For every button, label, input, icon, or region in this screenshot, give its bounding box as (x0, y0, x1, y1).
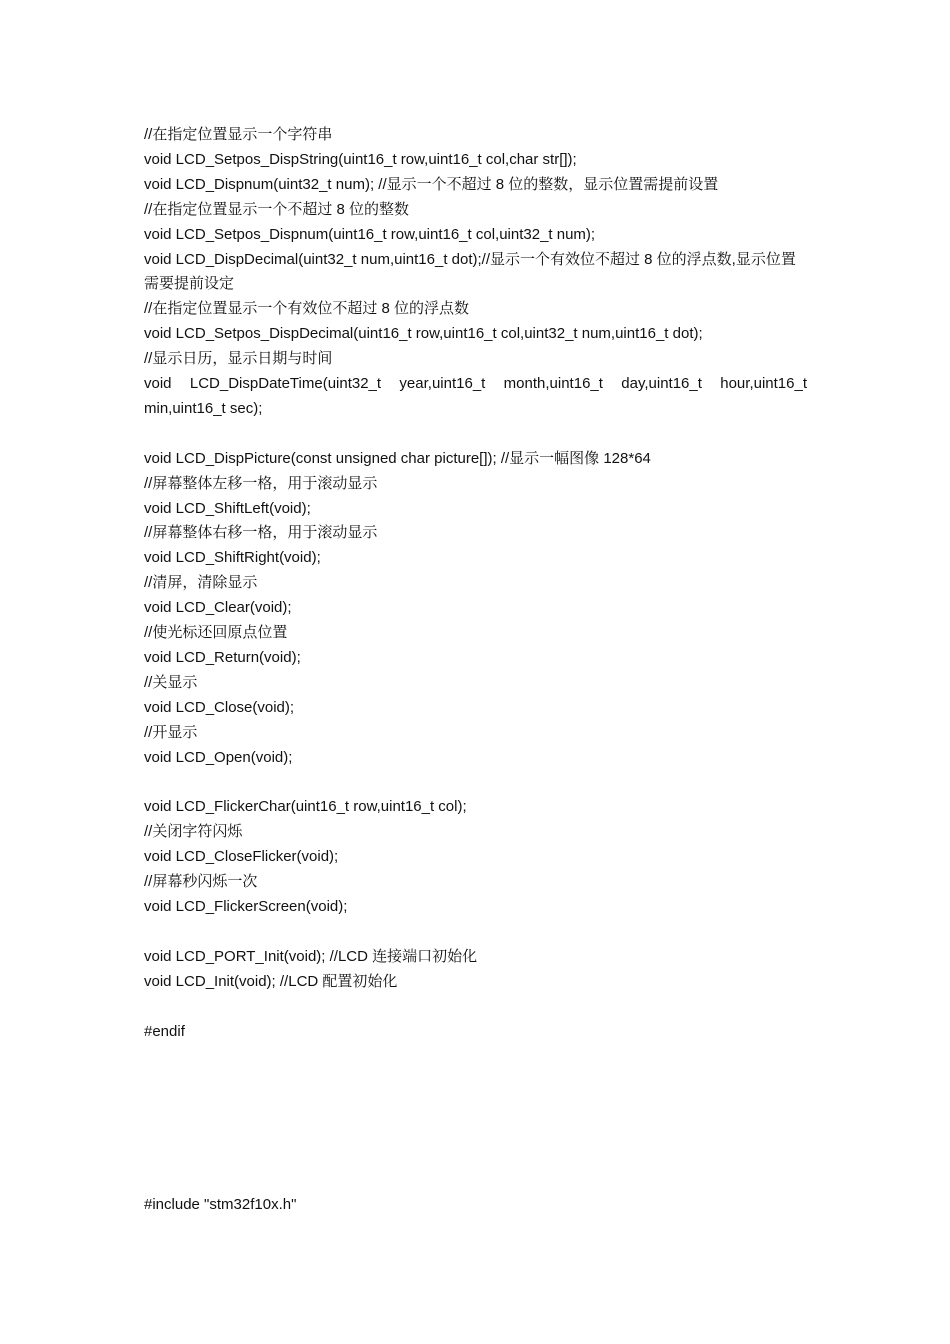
comment-line: //在指定位置显示一个不超过 8 位的整数 (144, 200, 410, 218)
code-line: void LCD_FlickerChar(uint16_t row,uint16_t col); (144, 798, 467, 816)
blank-line (144, 920, 807, 945)
code-line: void LCD_Dispnum(uint32_t num); //显示一个不超过 8 位的整数，显示位置需提前设置 (144, 175, 719, 193)
comment-line: //屏幕整体右移一格，用于滚动显示 (144, 524, 378, 542)
code-line: void LCD_ShiftRight(void); (144, 549, 321, 567)
comment-line: //在指定位置显示一个字符串 (144, 126, 333, 143)
comment-line: //清屏，清除显示 (144, 574, 258, 592)
code-line: void LCD_Return(void); (144, 649, 301, 667)
code-line: void LCD_DispPicture(const unsigned char picture[]); //显示一幅图像 128*64 (144, 449, 651, 467)
code-line: void LCD_DispDecimal(uint32_t num,uint16_t dot);//显示一个有效位不超过 8 位的浮点数,显示位置需要提前设定 (144, 250, 796, 293)
blank-line (144, 995, 807, 1020)
comment-line: //在指定位置显示一个有效位不超过 8 位的浮点数 (144, 300, 470, 318)
comment-line: //关闭字符闪烁 (144, 823, 243, 841)
code-line: void LCD_Setpos_DispDecimal(uint16_t row,uint16_t col,uint32_t num,uint16_t dot); (144, 325, 703, 343)
code-line: void LCD_Setpos_DispString(uint16_t row,uint16_t col,char str[]); (144, 150, 577, 168)
comment-line: //屏幕秒闪烁一次 (144, 873, 258, 891)
code-line: void LCD_Init(void); //LCD 配置初始化 (144, 972, 398, 990)
comment-line: //屏幕整体左移一格，用于滚动显示 (144, 474, 378, 492)
preprocessor-line: #endif (144, 1022, 185, 1040)
code-line: void LCD_Close(void); (144, 698, 295, 716)
include-line: #include "stm32f10x.h" (144, 1196, 297, 1214)
code-line: void LCD_DispDateTime(uint32_t year,uint16_t month,uint16_t day,uint16_t hour,uint16_t min,uint16_t sec); (144, 375, 807, 417)
comment-line: //开显示 (144, 723, 198, 741)
code-line: void LCD_Setpos_Dispnum(uint16_t row,uint16_t col,uint32_t num); (144, 225, 596, 243)
blank-line (144, 771, 807, 796)
blank-line (144, 422, 807, 447)
code-line: void LCD_FlickerScreen(void); (144, 898, 348, 916)
comment-line: //关显示 (144, 673, 198, 691)
code-listing (144, 123, 807, 1218)
code-line: void LCD_CloseFlicker(void); (144, 848, 339, 866)
comment-line: //显示日历，显示日期与时间 (144, 350, 333, 368)
code-line: void LCD_Open(void); (144, 748, 293, 766)
code-line: void LCD_Clear(void); (144, 599, 292, 617)
comment-line: //使光标还回原点位置 (144, 624, 288, 642)
page-gap (144, 1044, 807, 1193)
code-line: void LCD_ShiftLeft(void); (144, 499, 311, 517)
code-line: void LCD_PORT_Init(void); //LCD 连接端口初始化 (144, 947, 478, 965)
